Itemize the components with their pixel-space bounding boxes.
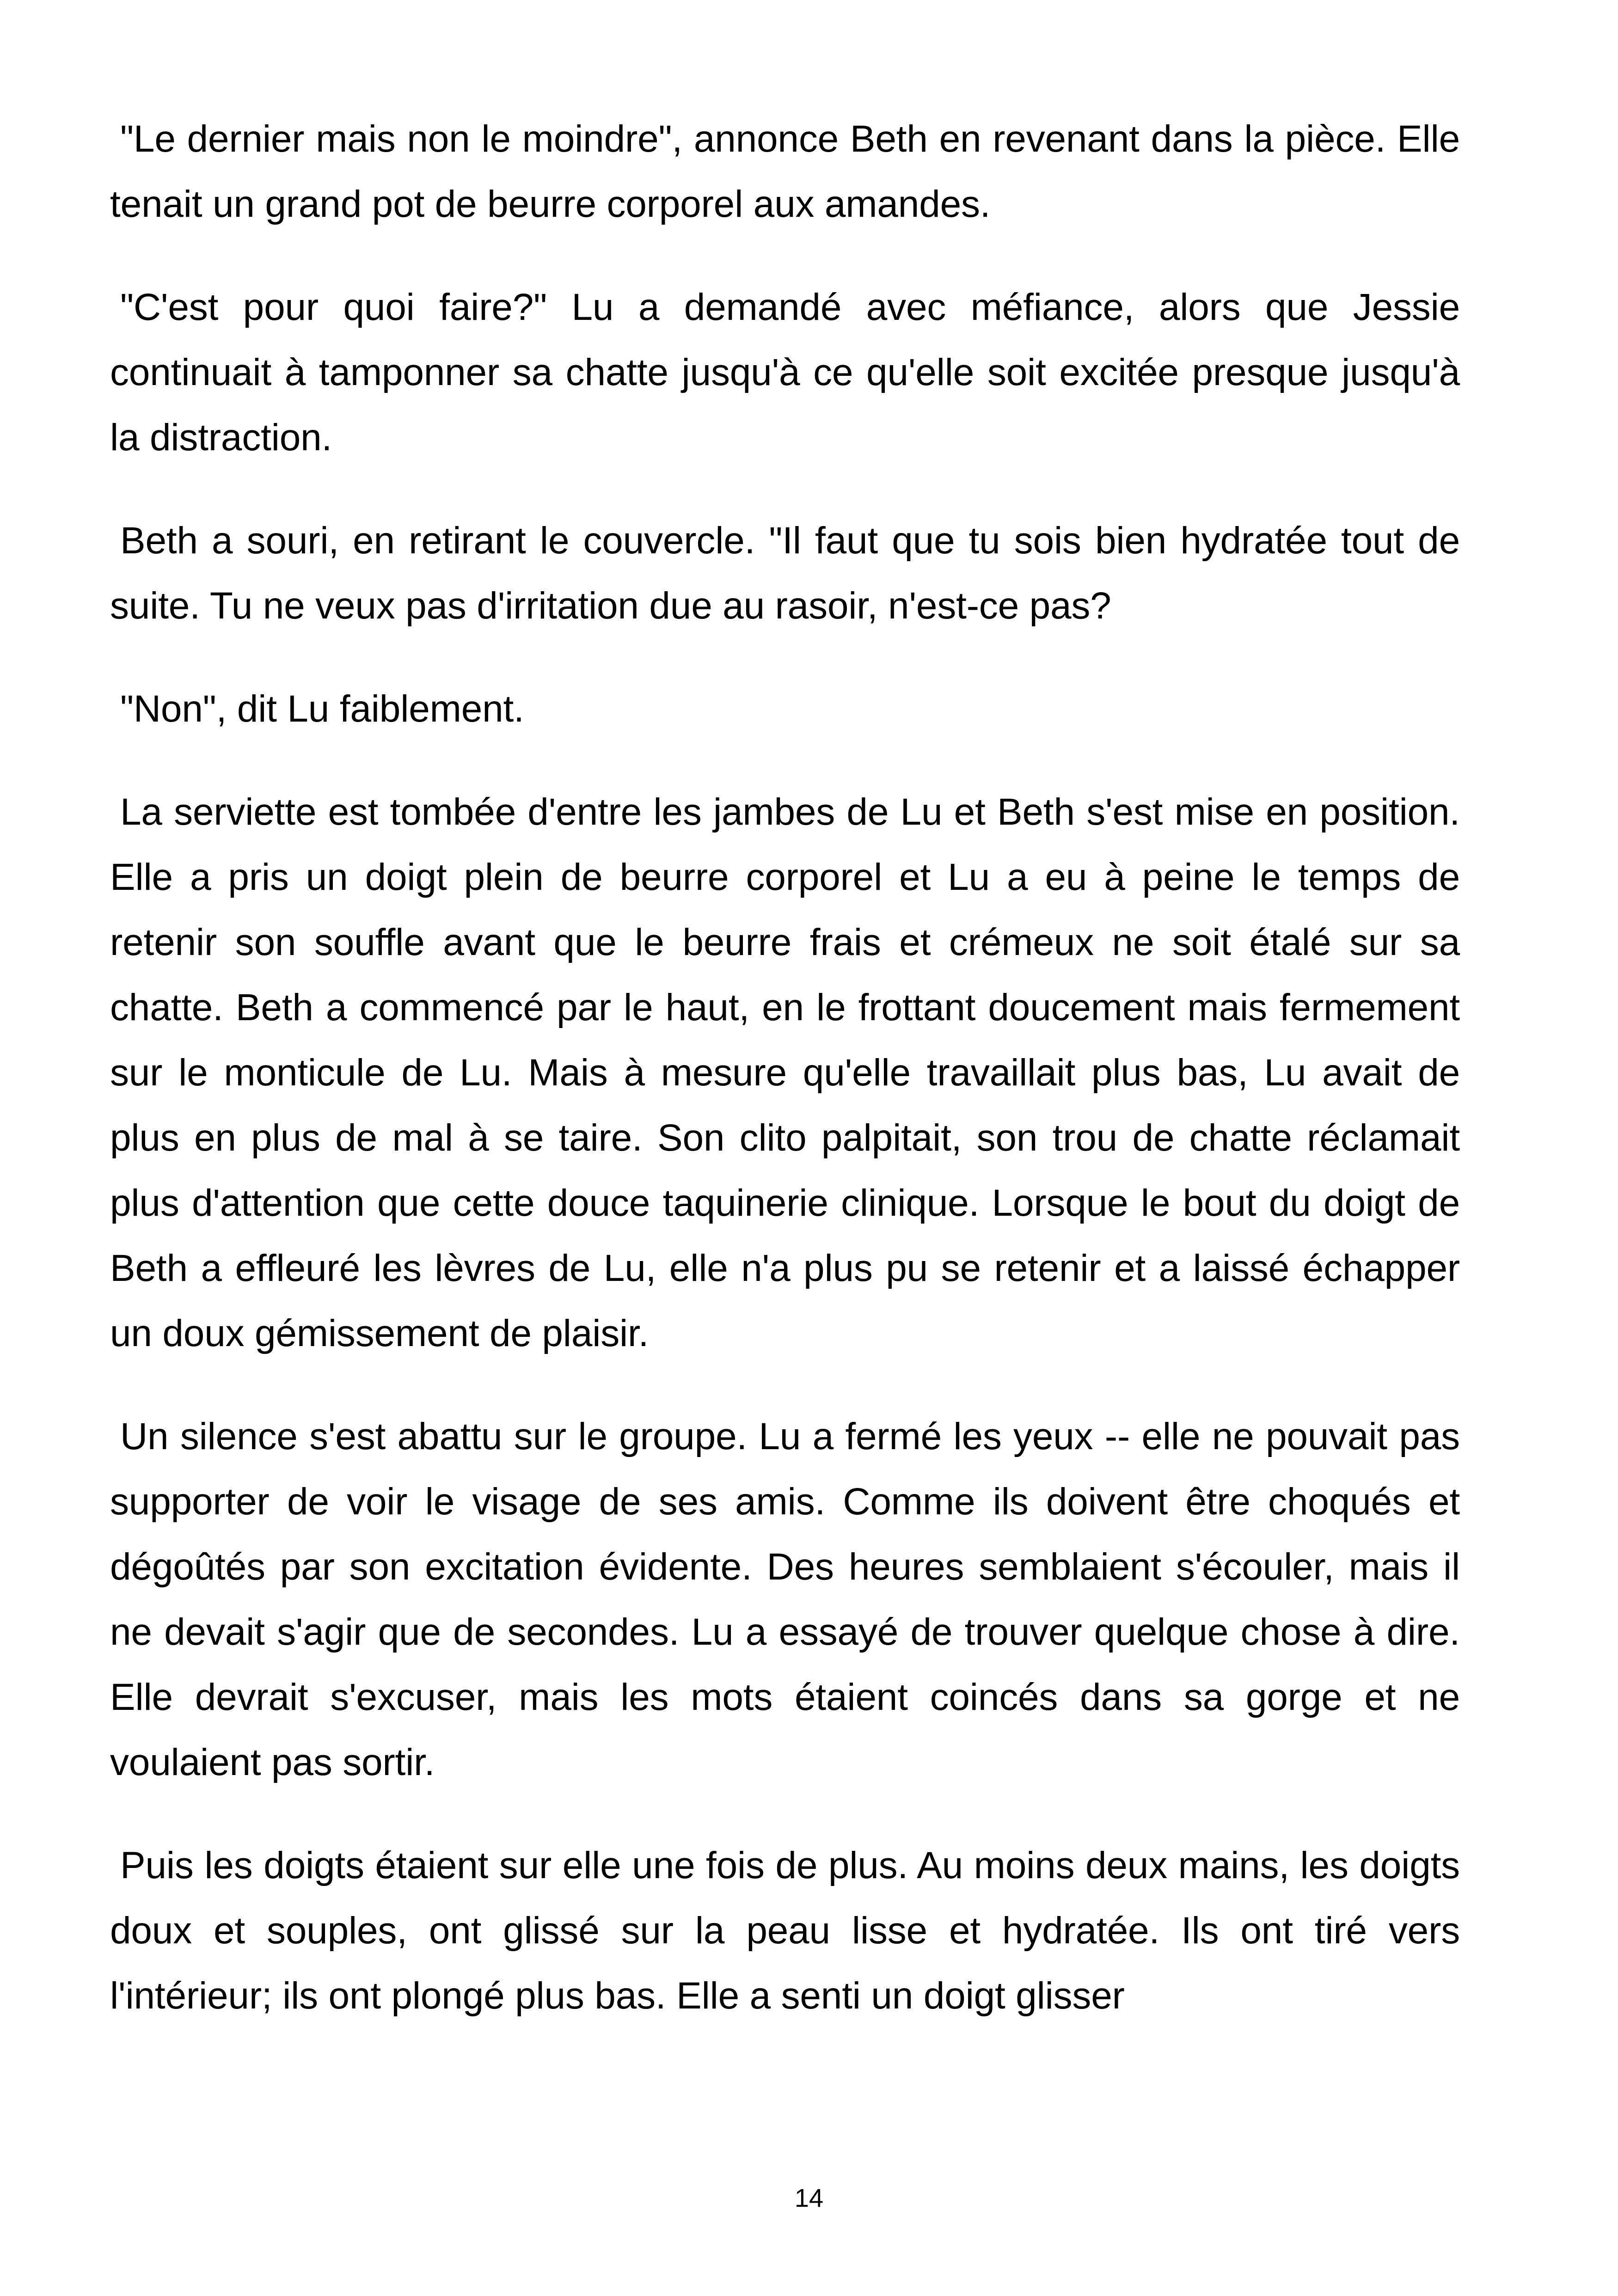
paragraph: "C'est pour quoi faire?" Lu a demandé avec méfiance, alors que Jessie continuait à tamponner sa chatte jusqu'à ce qu'elle soit excitée presque jusqu'à la distraction. [110,286,1460,459]
body-text [110,106,1460,2028]
paragraph: La serviette est tombée d'entre les jambes de Lu et Beth s'est mise en position. Elle a pris un doigt plein de beurre corporel et Lu a eu à peine le temps de retenir son souffle avant que le beurre frais et crémeux ne soit étalé sur sa chatte. Beth a commencé par le haut, en le frottant doucement mais fermement sur le monticule de Lu. Mais à mesure qu'elle travaillait plus bas, Lu avait de plus en plus de mal à se taire. Son clito palpitait, son trou de chatte réclamait plus d'attention que cette douce taquinerie clinique. Lorsque le bout du doigt de Beth a effleuré les lèvres de Lu, elle n'a plus pu se retenir et a laissé échapper un doux gémissement de plaisir. [110,791,1460,1354]
paragraph: Un silence s'est abattu sur le groupe. Lu a fermé les yeux -- elle ne pouvait pas supporter de voir le visage de ses amis. Comme ils doivent être choqués et dégoûtés par son excitation évidente. Des heures semblaient s'écouler, mais il ne devait s'agir que de secondes. Lu a essayé de trouver quelque chose à dire. Elle devrait s'excuser, mais les mots étaient coincés dans sa gorge et ne voulaient pas sortir. [110,1415,1460,1783]
paragraph: "Non", dit Lu faiblement. [120,688,524,730]
paragraph: Beth a souri, en retirant le couvercle. "Il faut que tu sois bien hydratée tout de suite. Tu ne veux pas d'irritation due au rasoir, n'est-ce pas? [110,520,1460,627]
paragraph: "Le dernier mais non le moindre", annonce Beth en revenant dans la pièce. Elle tenait un grand pot de beurre corporel aux amandes. [110,118,1460,225]
paragraph: Puis les doigts étaient sur elle une fois de plus. Au moins deux mains, les doigts doux et souples, ont glissé sur la peau lisse et hydratée. Ils ont tiré vers l'intérieur; ils ont plongé plus bas. Elle a senti un doigt glisser [110,1844,1460,2017]
page-number: 14 [794,2183,824,2212]
